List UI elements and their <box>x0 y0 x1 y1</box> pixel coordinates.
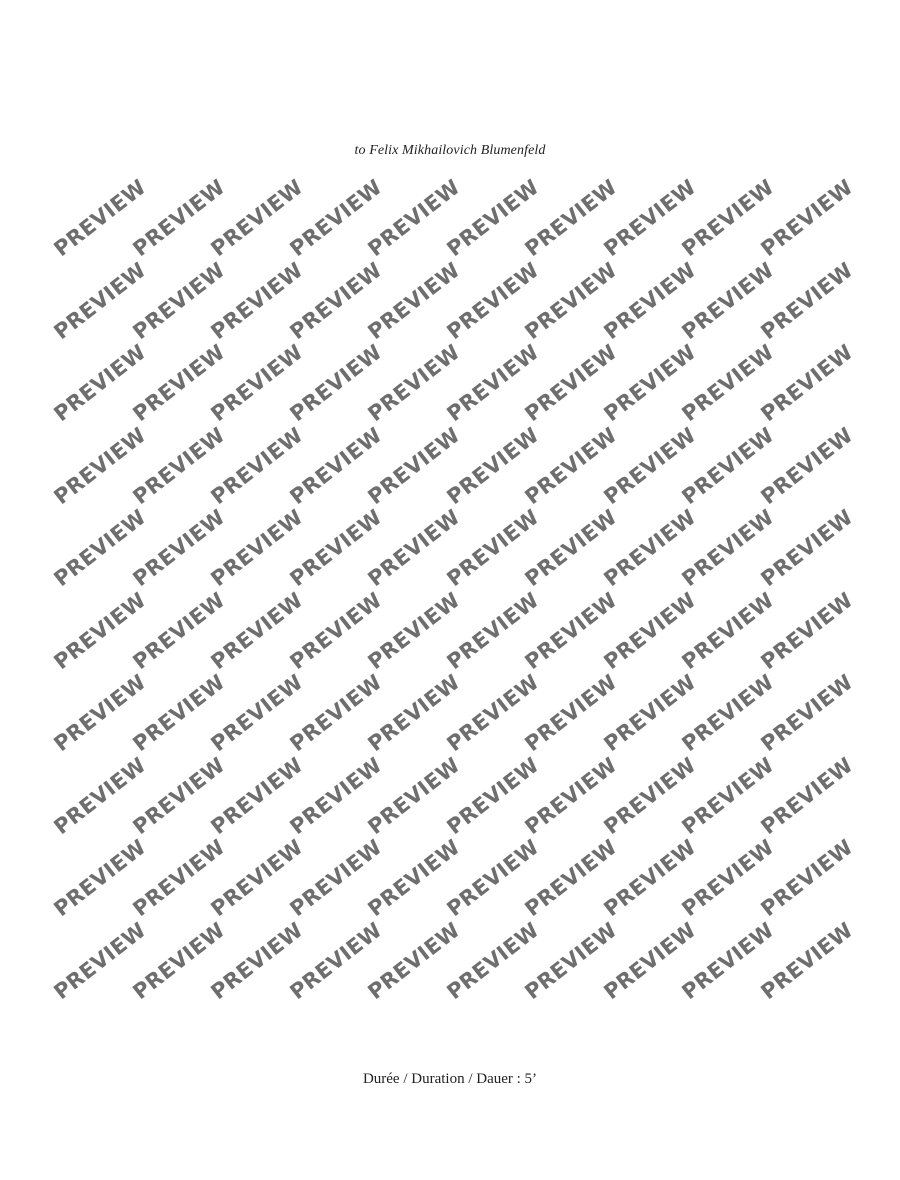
preview-watermark: PREVIEW <box>284 422 387 509</box>
preview-watermark: PREVIEW <box>363 752 465 839</box>
preview-watermark: PREVIEW <box>755 422 858 509</box>
preview-watermark: PREVIEW <box>677 917 779 1004</box>
preview-watermark: PREVIEW <box>206 834 308 922</box>
preview-watermark: PREVIEW <box>363 669 465 757</box>
preview-watermark: PREVIEW <box>127 422 230 509</box>
preview-watermark: PREVIEW <box>127 752 230 839</box>
preview-watermark: PREVIEW <box>363 917 465 1004</box>
preview-watermark: PREVIEW <box>284 587 387 674</box>
preview-watermark: PREVIEW <box>206 587 308 674</box>
preview-watermark: PREVIEW <box>520 504 622 592</box>
preview-watermark: PREVIEW <box>441 587 544 674</box>
preview-watermark: PREVIEW <box>206 917 308 1004</box>
preview-watermark: PREVIEW <box>284 257 387 344</box>
preview-watermark: PREVIEW <box>363 504 465 592</box>
preview-watermark: PREVIEW <box>127 834 230 922</box>
preview-watermark: PREVIEW <box>598 669 701 757</box>
preview-watermark: PREVIEW <box>755 339 858 427</box>
preview-watermark: PREVIEW <box>363 834 465 922</box>
preview-watermark: PREVIEW <box>49 752 151 839</box>
preview-watermark: PREVIEW <box>677 257 779 344</box>
preview-watermark: PREVIEW <box>520 587 622 674</box>
preview-watermark: PREVIEW <box>206 257 308 344</box>
preview-watermark: PREVIEW <box>284 917 387 1004</box>
preview-watermark: PREVIEW <box>284 669 387 757</box>
preview-watermark: PREVIEW <box>520 174 622 262</box>
preview-watermark: PREVIEW <box>127 339 230 427</box>
preview-watermark: PREVIEW <box>49 257 151 344</box>
preview-watermark: PREVIEW <box>284 339 387 427</box>
preview-watermark: PREVIEW <box>206 339 308 427</box>
preview-watermark: PREVIEW <box>677 339 779 427</box>
preview-watermark: PREVIEW <box>441 257 544 344</box>
preview-watermark: PREVIEW <box>49 422 151 509</box>
preview-watermark: PREVIEW <box>206 422 308 509</box>
preview-watermark: PREVIEW <box>520 339 622 427</box>
preview-watermark: PREVIEW <box>598 422 701 509</box>
preview-watermark: PREVIEW <box>598 834 701 922</box>
preview-watermark: PREVIEW <box>127 174 230 262</box>
preview-watermark: PREVIEW <box>441 917 544 1004</box>
preview-watermark: PREVIEW <box>441 669 544 757</box>
preview-watermark: PREVIEW <box>127 917 230 1004</box>
preview-watermark: PREVIEW <box>284 504 387 592</box>
preview-watermark: PREVIEW <box>677 752 779 839</box>
preview-watermark: PREVIEW <box>49 834 151 922</box>
preview-watermark: PREVIEW <box>441 834 544 922</box>
preview-watermark: PREVIEW <box>755 752 858 839</box>
preview-watermark: PREVIEW <box>677 422 779 509</box>
preview-watermark: PREVIEW <box>598 339 701 427</box>
preview-watermark: PREVIEW <box>49 587 151 674</box>
preview-watermark: PREVIEW <box>206 504 308 592</box>
preview-watermark: PREVIEW <box>363 422 465 509</box>
preview-watermark: PREVIEW <box>441 339 544 427</box>
preview-watermark: PREVIEW <box>520 669 622 757</box>
preview-watermark: PREVIEW <box>755 834 858 922</box>
preview-watermark: PREVIEW <box>755 257 858 344</box>
preview-watermark: PREVIEW <box>598 174 701 262</box>
preview-watermark: PREVIEW <box>49 339 151 427</box>
preview-watermark: PREVIEW <box>127 587 230 674</box>
preview-watermark: PREVIEW <box>598 257 701 344</box>
preview-watermark: PREVIEW <box>755 669 858 757</box>
preview-watermark: PREVIEW <box>755 504 858 592</box>
preview-watermark: PREVIEW <box>598 587 701 674</box>
preview-watermark: PREVIEW <box>363 174 465 262</box>
preview-watermark: PREVIEW <box>598 752 701 839</box>
preview-watermark: PREVIEW <box>755 587 858 674</box>
preview-watermark: PREVIEW <box>755 174 858 262</box>
preview-watermark: PREVIEW <box>598 917 701 1004</box>
preview-watermark: PREVIEW <box>677 834 779 922</box>
preview-watermark: PREVIEW <box>520 752 622 839</box>
preview-watermark: PREVIEW <box>441 504 544 592</box>
preview-watermark: PREVIEW <box>127 504 230 592</box>
preview-watermark: PREVIEW <box>677 174 779 262</box>
preview-watermark: PREVIEW <box>363 257 465 344</box>
preview-watermark: PREVIEW <box>127 257 230 344</box>
preview-watermark: PREVIEW <box>206 752 308 839</box>
preview-watermark: PREVIEW <box>520 422 622 509</box>
preview-watermark: PREVIEW <box>49 917 151 1004</box>
dedication-text: to Felix Mikhailovich Blumenfeld <box>354 143 546 158</box>
preview-watermark: PREVIEW <box>49 504 151 592</box>
preview-watermark: PREVIEW <box>520 834 622 922</box>
preview-watermark: PREVIEW <box>441 752 544 839</box>
preview-watermark: PREVIEW <box>363 587 465 674</box>
preview-watermark: PREVIEW <box>206 669 308 757</box>
preview-watermark: PREVIEW <box>755 917 858 1004</box>
preview-watermark: PREVIEW <box>49 669 151 757</box>
preview-watermark: PREVIEW <box>127 669 230 757</box>
preview-watermark: PREVIEW <box>441 174 544 262</box>
preview-watermark: PREVIEW <box>677 504 779 592</box>
preview-watermark: PREVIEW <box>441 422 544 509</box>
preview-watermark: PREVIEW <box>49 174 151 262</box>
duration-text: Durée / Duration / Dauer : 5’ <box>362 1071 538 1087</box>
preview-watermark: PREVIEW <box>206 174 308 262</box>
preview-watermark: PREVIEW <box>284 834 387 922</box>
preview-watermark: PREVIEW <box>677 587 779 674</box>
preview-watermark: PREVIEW <box>598 504 701 592</box>
preview-watermark: PREVIEW <box>520 917 622 1004</box>
preview-watermark: PREVIEW <box>284 752 387 839</box>
preview-watermark: PREVIEW <box>363 339 465 427</box>
preview-watermark: PREVIEW <box>677 669 779 757</box>
preview-watermark: PREVIEW <box>520 257 622 344</box>
preview-watermark: PREVIEW <box>284 174 387 262</box>
